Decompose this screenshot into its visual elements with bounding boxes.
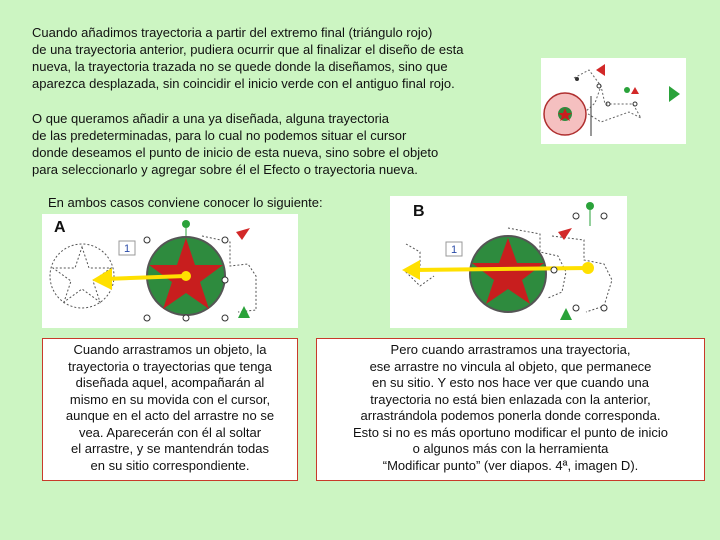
drag-arrow-icon xyxy=(402,260,420,280)
end-triangle-icon xyxy=(236,228,250,240)
start-triangle-icon xyxy=(669,86,680,102)
figure-a-drag-object xyxy=(42,214,298,328)
badge-a: 1 xyxy=(123,243,131,255)
caption-box-b: Pero cuando arrastramos una trayectoria, ese arrastre no vincula al objeto, que permanece en su sitio. Y esto nos hace ver que cuando una trayectoria no está bien enlazada con la anterior, arrastrándola podemos ponerla donde corresponda. Esto si no es más oportuno modificar el punto de inicio o algunos más con la herramienta “Modificar punto” (ver diapos. 4ª, imagen D). xyxy=(316,338,705,481)
end-triangle-icon xyxy=(558,228,572,240)
figure-b-label: B xyxy=(413,203,425,220)
figure-b-drag-path xyxy=(390,196,627,328)
start-triangle-icon xyxy=(238,306,250,318)
start-triangle-icon xyxy=(560,308,572,320)
paragraph-intro-trayectoria: Cuando añadimos trayectoria a partir del extremo final (triángulo rojo) de una trayectoria anterior, pudiera ocurrir que al finalizar el diseño de esta nueva, la trayectoria trazada no se quede donde la diseñamos, sino que aparezca desplazada, sin coincidir el inicio verde con el antiguo final rojo. xyxy=(32,25,464,91)
caption-box-a: Cuando arrastramos un objeto, la trayectoria o trayectorias que tenga diseñada aquel, acompañarán al mismo en su movida con el cursor, aunque en el acto del arrastre no se vea. Aparecerán con él al soltar el arrastre, y se mantendrán todas en su sitio correspondiente. xyxy=(42,338,298,481)
illustration-displaced-path xyxy=(541,58,686,144)
end-triangle-icon xyxy=(596,64,605,76)
paragraph-intro-predeterminada: O que queramos añadir a una ya diseñada, alguna trayectoria de las predeterminadas, para lo cual no podemos situar el cursor donde deseamos el punto de inicio de esta nueva, sino sobre el objeto para seleccionarlo y agregar sobre él el Efecto o trayectoria nueva. xyxy=(32,111,439,177)
paragraph-ambos-casos: En ambos casos conviene conocer lo siguiente: xyxy=(48,195,323,210)
badge-b: 1 xyxy=(450,244,458,256)
figure-a-label: A xyxy=(54,219,66,236)
